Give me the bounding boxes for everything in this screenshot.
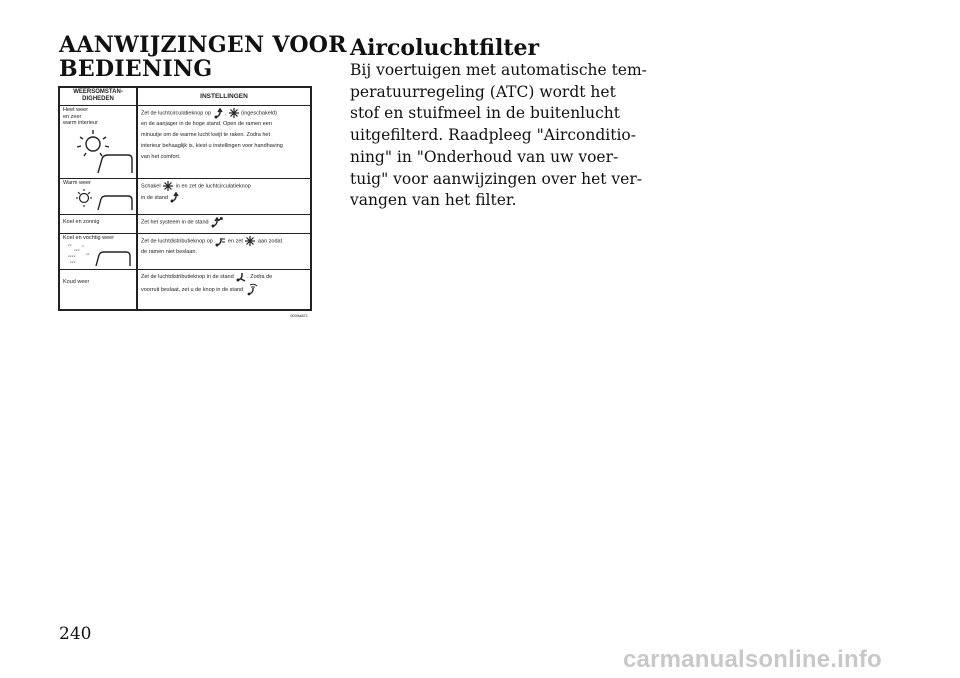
header-conditions: WEERSOMSTAN- DIGHEDEN	[73, 89, 123, 102]
paragraph-line: ning" in "Onderhoud van uw voer-	[350, 147, 619, 166]
section-title-line-1: AANWIJZINGEN VOOR	[59, 32, 347, 58]
section-title	[59, 33, 347, 81]
mix-mode-icon	[214, 236, 226, 247]
ac-snowflake-icon	[162, 180, 174, 192]
recirculation-icon	[213, 108, 225, 119]
setting-cell: Zet de luchtdistributieknop in de stand . Zodra de voorruit beslaat, zet u de knop in de stand	[141, 271, 309, 296]
paragraph-line: peratuurregeling (ATC) wordt het	[350, 82, 616, 101]
condition-cell: Heet weer en zeer warm interieur	[63, 107, 98, 126]
section-title-line-2: BEDIENING	[59, 56, 213, 82]
svg-text:’’: ’’	[68, 244, 72, 251]
setting-cell: Zet de luchtcirculatieknop op , (ingeschakeld) en de aanjager in de hoge stand. Open de ramen een minuutje om de warme lucht kwijt te raken. Zodra het interieur behaaglijk is, kiest u instellingen voor handhaving van het comfort.	[141, 107, 309, 163]
defrost-floor-icon	[245, 283, 258, 296]
filter-paragraph	[350, 60, 647, 212]
warm-sun-car-icon	[70, 186, 134, 212]
condition-cell: Warm weer	[63, 180, 91, 186]
table-row	[60, 214, 310, 234]
bi-level-icon	[210, 216, 223, 228]
rain-car-icon	[66, 242, 134, 268]
svg-text:’’: ’’	[86, 253, 90, 260]
table-row	[60, 233, 310, 270]
recirculation-icon	[169, 192, 181, 203]
table-row	[60, 269, 310, 318]
operating-tips-table	[58, 86, 312, 318]
hot-sun-car-icon	[72, 129, 134, 175]
table-header	[60, 88, 310, 106]
paragraph-line: tuig" voor aanwijzingen over het ver-	[350, 169, 642, 188]
table-row	[60, 178, 310, 215]
ac-snowflake-icon	[228, 107, 240, 119]
svg-text:’’’: ’’’	[74, 249, 80, 256]
paragraph-line: Bij voertuigen met automatische tem-	[350, 61, 647, 79]
table-row	[60, 105, 310, 179]
svg-text:’’’: ’’’	[70, 261, 76, 268]
aircoluchtfilter-heading: Aircoluchtfilter	[350, 35, 540, 61]
svg-text:’’’’: ’’’’	[68, 255, 76, 262]
figure-code: 9009a871	[290, 313, 308, 318]
paragraph-line: stof en stuifmeel in de buitenlucht	[350, 104, 621, 123]
paragraph-line: uitgefilterd. Raadpleeg "Airconditio-	[350, 126, 636, 145]
condition-cell: Koud weer	[63, 279, 90, 285]
svg-text:’: ’	[82, 245, 84, 252]
page-number: 240	[59, 624, 92, 644]
ac-snowflake-icon	[244, 235, 256, 247]
setting-cell: Zet de luchtdistributieknop op en zet aan zodat de ramen niet beslaan.	[141, 235, 309, 258]
header-settings: INSTELLINGEN	[200, 93, 248, 100]
condition-cell: Koel en vochtig weer	[63, 235, 115, 241]
paragraph-line: vangen van het filter.	[350, 191, 517, 210]
floor-mode-icon	[235, 271, 247, 282]
condition-cell: Koel en zonnig	[63, 219, 100, 225]
setting-cell: Schakel in en zet de luchtcirculatieknop in de stand .	[141, 180, 309, 204]
setting-cell: Zet het systeem in de stand	[141, 216, 309, 228]
watermark: carmanualsonline.info	[623, 646, 882, 673]
